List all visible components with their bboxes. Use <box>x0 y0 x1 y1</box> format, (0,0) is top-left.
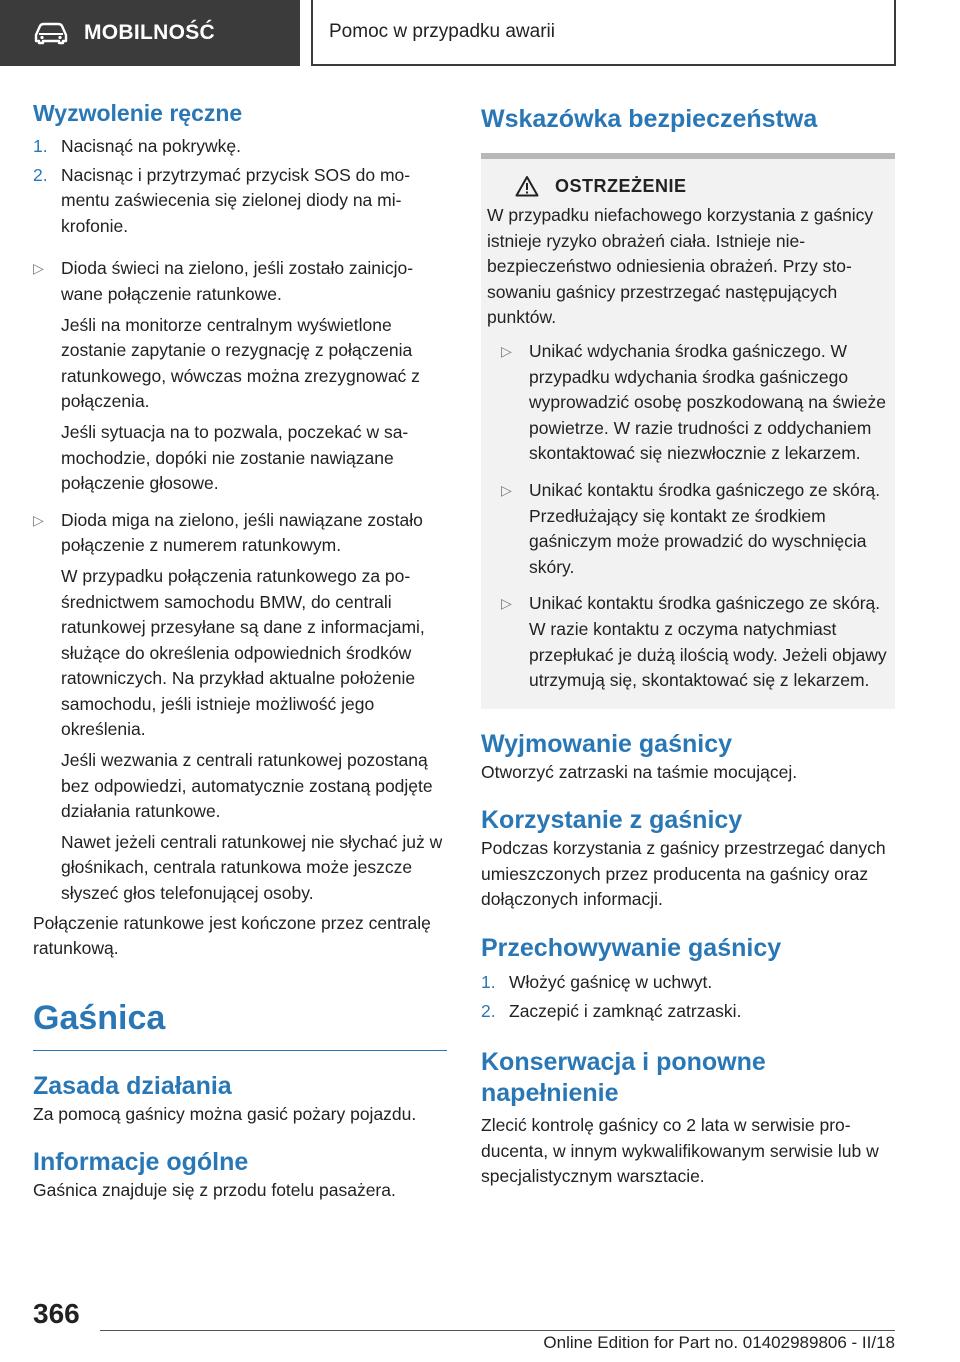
led-status-list <box>33 256 447 906</box>
list-item <box>501 591 889 693</box>
edition-text: Online Edition for Part no. 01402989806 - II/18 <box>543 1333 895 1352</box>
step-number: 2. <box>481 1000 496 1021</box>
storage-heading: Przechowywanie gaśnicy <box>481 934 782 963</box>
bullet-text: Dioda świeci na zielono, jeśli zostało zainicjowane połączenie ratunkowe. <box>61 258 414 304</box>
section-tab <box>0 0 300 66</box>
warning-item-text: Unikać kontaktu środka gaśniczego ze skórą. W razie kontaktu z oczyma natychmiast przepłukać je dużą ilością wody. Jeżeli objawy utrzymują się, skontaktować się z lekarzem. <box>529 593 887 691</box>
maintenance-heading <box>481 1047 895 1109</box>
step-text: Zaczepić i zamknąć zatrzaski. <box>509 1000 742 1021</box>
general-info-heading: Informacje ogólne <box>33 1148 249 1177</box>
list-item <box>33 508 447 907</box>
triangle-bullet-icon: ▷ <box>501 481 512 498</box>
list-item <box>33 256 447 496</box>
section-title: MOBILNOŚĆ <box>84 21 216 44</box>
triangle-bullet-icon: ▷ <box>33 260 44 277</box>
step-text: Włożyć gaśnicę w uchwyt. <box>509 972 713 993</box>
list-item <box>501 339 889 467</box>
warning-header <box>487 175 889 197</box>
warning-box <box>481 153 895 709</box>
step-number: 2. <box>33 164 48 185</box>
safety-heading: Wskazówka bezpieczeństwa <box>481 105 818 133</box>
car-icon <box>32 21 70 45</box>
usage-heading: Korzystanie z gaśnicy <box>481 806 743 835</box>
storage-steps-list <box>481 970 895 1024</box>
extinguisher-title: Gaśnica <box>33 998 166 1037</box>
subsection-tab <box>311 0 896 66</box>
step-number: 1. <box>481 972 496 993</box>
list-item <box>33 163 447 240</box>
maintenance-heading-line: Konserwacja i ponowne <box>481 1048 766 1077</box>
warning-intro: W przypadku niefachowego korzystania z gaśnicy istnieje ryzyko obrażeń ciała. Istnieje niebezpieczeństwo odniesienia obrażeń. Przy stosowaniu gaśnicy przestrzegać następujących punktów. <box>487 205 874 328</box>
left-column <box>33 98 447 1204</box>
list-item <box>501 478 889 580</box>
closing-paragraph: Połączenie ratunkowe jest kończone przez centralę ratunkową. <box>33 912 431 959</box>
usage-text: Podczas korzystania z gaśnicy przestrzegać danych umieszczonych przez producenta na gaśnicy oraz dołączonych informacji. <box>481 838 886 910</box>
removal-text: Otworzyć zatrzaski na taśmie mocującej. <box>481 761 798 782</box>
warning-item-text: Unikać kontaktu środka gaśniczego ze skórą. Przedłużający się kontakt ze środkiem gaśniczym może prowadzić do wyschnięcia skóry. <box>529 479 881 577</box>
page-header <box>0 0 960 66</box>
page-number: 366 <box>33 1298 80 1329</box>
warning-item-text: Unikać wdychania środka gaśniczego. W przypadku wdychania środka gaśniczego wyprowadzić osobę poszkodowaną na świeże powietrze. W razie trudności z oddychaniem skontaktować się niezwłocznie z lekarzem. <box>529 340 887 464</box>
bullet-text: Jeśli wezwania z centrali ratunkowej pozostaną bez odpowiedzi, automatycznie zostaną podjęte działania ratunkowe. <box>61 750 433 822</box>
bullet-text: Jeśli na monitorze centralnym wyświetlone zostanie zapytanie o rezygnację z połączenia ratunkowego, wówczas można zrezygnować z połączenia. <box>61 314 420 412</box>
bullet-text: Dioda miga na zielono, jeśli nawiązane zostało połączenie z numerem ratunkowym. <box>61 509 423 556</box>
triangle-bullet-icon: ▷ <box>33 511 44 528</box>
warning-items <box>501 339 889 694</box>
general-info-text: Gaśnica znajduje się z przodu fotelu pasażera. <box>33 1180 396 1201</box>
manual-trigger-heading: Wyzwolenie ręczne <box>33 100 243 126</box>
principle-heading: Zasada działania <box>33 1071 232 1100</box>
bullet-text: Jeśli sytuacja na to pozwala, poczekać w samochodzie, dopóki nie zostanie nawiązane połączenie głosowe. <box>61 421 409 494</box>
triangle-bullet-icon: ▷ <box>501 595 512 612</box>
warning-triangle-icon <box>515 175 539 197</box>
principle-text: Za pomocą gaśnicy można gasić pożary pojazdu. <box>33 1103 417 1124</box>
manual-steps-list <box>33 134 447 239</box>
bullet-text: W przypadku połączenia ratunkowego za pośrednictwem samochodu BMW, do centrali ratunkowej przesyłane są dane z informacjami, służące do określenia odpowiednich środków ratowniczych. Na przykład aktualne położenie samochodu, jeśli istnieje możliwość jego określenia. <box>61 565 425 740</box>
list-item <box>481 970 895 996</box>
step-text: Nacisnąć na pokrywkę. <box>61 136 241 156</box>
maintenance-text: Zlecić kontrolę gaśnicy co 2 lata w serwisie producenta, w innym wykwalifikowanym serwisie lub w specjalistycznym warsztacie. <box>481 1115 879 1187</box>
bullet-text: Nawet jeżeli centrali ratunkowej nie słychać już w głośnikach, centrala ratunkowa może jeszcze słyszeć głos telefonującej osoby. <box>61 831 443 904</box>
warning-label: OSTRZEŻENIE <box>555 175 687 196</box>
step-text: Nacisnąc i przytrzymać przycisk SOS do momentu zaświecenia się zielonej diody na mikrofonie. <box>61 164 411 236</box>
subsection-title: Pomoc w przypadku awarii <box>329 21 555 42</box>
right-column <box>481 98 895 1190</box>
list-item <box>33 134 447 160</box>
removal-heading: Wyjmowanie gaśnicy <box>481 729 733 758</box>
maintenance-heading-line: napełnienie <box>481 1079 619 1108</box>
list-item <box>481 999 895 1025</box>
step-number: 1. <box>33 136 48 156</box>
footer-divider <box>100 1330 895 1331</box>
triangle-bullet-icon: ▷ <box>501 342 512 359</box>
